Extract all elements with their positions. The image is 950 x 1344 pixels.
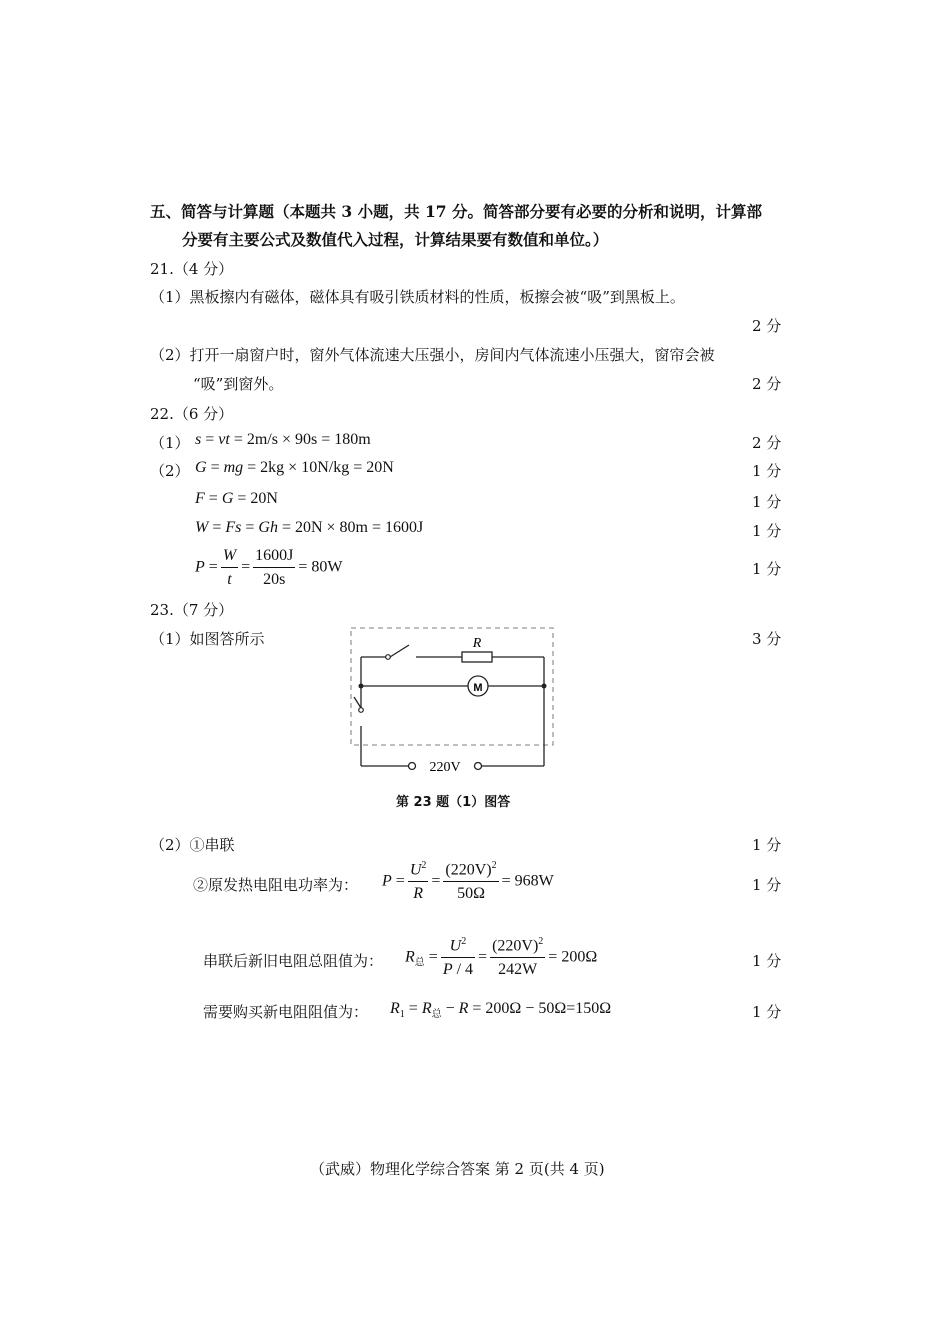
q22-part2-label: （2） xyxy=(150,462,190,480)
source-voltage-label: 220V xyxy=(429,760,461,775)
q23-power-formula: P = $\frac{U^2}{R}$ = $\frac{(220V)^2}{50\Omega}$ = 968W xyxy=(382,860,554,903)
q23-part4-score: 1 分 xyxy=(752,952,782,970)
q21-header: 21.（4 分） xyxy=(150,260,234,278)
q23-part2-score: 1 分 xyxy=(752,836,782,854)
q22-gravity-formula: G = mg = 2kg × 10N/kg = 20N xyxy=(195,459,394,476)
q23-part4-label: 串联后新旧电阻总阻值为： xyxy=(203,952,384,970)
resistor-symbol xyxy=(462,652,492,662)
switch-2-blade xyxy=(354,697,361,708)
q22-power-score: 1 分 xyxy=(752,560,782,578)
terminal-left xyxy=(409,763,416,770)
q22-force-formula: F = G = 20N xyxy=(195,490,278,507)
q23-part1-score: 3 分 xyxy=(752,630,782,648)
q22-power-formula: P = $\frac{W}{t}$ = $\frac{1600J}{20s}$ = 80W xyxy=(195,547,343,588)
q23-new-resistance-formula: $R_1 = R_总 - R = 200\Omega - 50\Omega=150\Omega$ xyxy=(390,1000,612,1021)
motor-label: M xyxy=(473,682,483,694)
q23-part3-score: 1 分 xyxy=(752,876,782,894)
q23-part1-text: （1）如图答所示 xyxy=(150,630,265,648)
q22-part1-score: 2 分 xyxy=(752,434,782,452)
q22-header: 22.（6 分） xyxy=(150,405,234,423)
page-footer: （武威）物理化学综合答案 第 2 页(共 4 页) xyxy=(310,1160,605,1178)
circuit-diagram xyxy=(340,622,570,782)
section-title-line2: 分要有主要公式及数值代入过程，计算结果要有数值和单位。） xyxy=(182,230,609,249)
section-title-line1: 五、简答与计算题（本题共 3 小题，共 17 分。简答部分要有必要的分析和说明，计算部 xyxy=(150,202,762,221)
q22-part1-label: （1） xyxy=(150,434,190,452)
q23-total-resistance-formula: $R_总$ = $\frac{U^2}{P / 4}$ = $\frac{(220V)^2}{242W}$ = 200Ω xyxy=(405,936,598,979)
q21-part1-text: （1）黑板擦内有磁体，磁体具有吸引铁质材料的性质，板擦会被“吸”到黑板上。 xyxy=(150,288,685,306)
terminal-right xyxy=(475,763,482,770)
q23-header: 23.（7 分） xyxy=(150,601,234,619)
figure-caption: 第 23 题（1）图答 xyxy=(396,795,511,810)
q23-part3-label: ②原发热电阻电功率为： xyxy=(193,876,359,894)
q21-part2-line1: （2）打开一扇窗户时，窗外气体流速大压强小，房间内气体流速小压强大，窗帘会被 xyxy=(150,346,715,364)
q23-part2-label: （2）①串联 xyxy=(150,836,235,854)
q22-work-formula: W = Fs = Gh = 20N × 80m = 1600J xyxy=(195,519,424,536)
q23-part5-score: 1 分 xyxy=(752,1003,782,1021)
resistor-label: R xyxy=(472,636,482,651)
switch-1-blade xyxy=(390,645,409,657)
q23-part5-label: 需要购买新电阻阻值为： xyxy=(203,1003,369,1021)
q21-part2-line2: “吸”到窗外。 xyxy=(193,375,284,393)
q22-force-score: 1 分 xyxy=(752,493,782,511)
q22-work-score: 1 分 xyxy=(752,522,782,540)
q22-distance-formula: s = vt = 2m/s × 90s = 180m xyxy=(195,431,371,448)
q22-gravity-score: 1 分 xyxy=(752,462,782,480)
q21-part1-score: 2 分 xyxy=(752,317,782,335)
q21-part2-score: 2 分 xyxy=(752,375,782,393)
